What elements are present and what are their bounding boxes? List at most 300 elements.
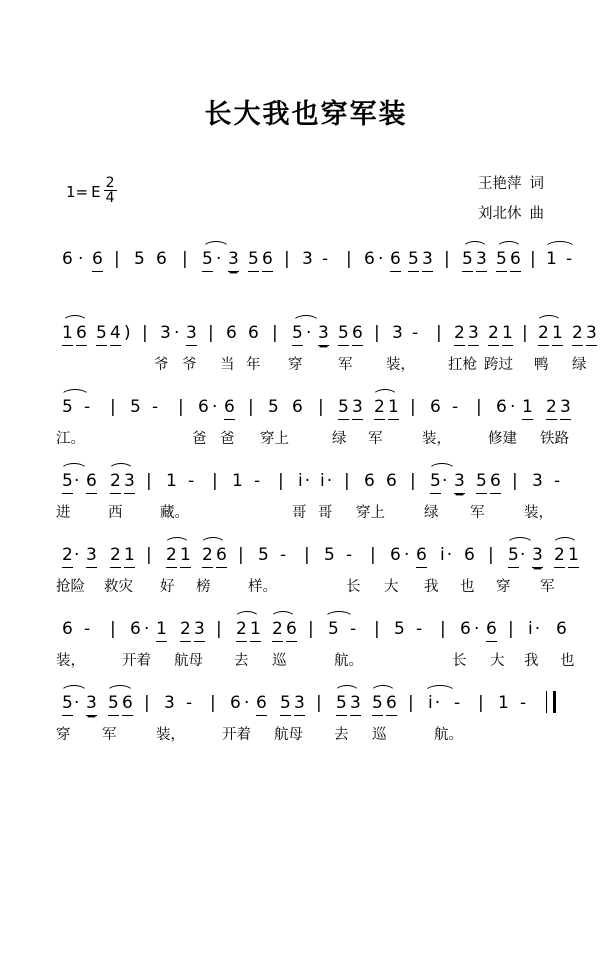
lyric-syllable: 穿 [56, 727, 71, 743]
sustain-dash: - [152, 397, 159, 417]
notation-line-lyrics [56, 279, 556, 305]
notation-staff [56, 239, 597, 757]
note: 5 [62, 397, 73, 417]
lyric-syllable: 修建 [488, 431, 517, 447]
note: 6 [460, 619, 471, 639]
dot: · [442, 471, 448, 491]
notation-line-lyrics [56, 427, 569, 453]
key-label: 1= [66, 182, 89, 201]
note: 2 [166, 545, 177, 568]
lyric-syllable: 绿 [572, 357, 587, 373]
note: 3 [476, 249, 487, 272]
note: 5 [134, 249, 145, 269]
note: 5 [280, 693, 291, 716]
notation-line [56, 387, 571, 461]
lyric-syllable: 大 [384, 579, 399, 595]
note: 5 [336, 693, 347, 716]
lyric-syllable: 爸 [220, 431, 235, 447]
slur [62, 315, 88, 323]
dot: · [474, 619, 480, 639]
sustain-dash: - [566, 249, 573, 269]
note-high: i · [440, 545, 452, 565]
notation-line-notes [56, 683, 556, 723]
barline: | [238, 545, 244, 565]
note: 3 [392, 323, 403, 343]
note: 2 [374, 397, 385, 420]
note: 6 [352, 323, 363, 346]
note: 6 [262, 249, 273, 272]
note: 3 [194, 619, 205, 642]
lyric-syllable: 装， [386, 357, 415, 373]
note: 6 [224, 397, 235, 420]
lyric-syllable: 穿 [288, 357, 303, 373]
slur [108, 463, 134, 471]
notation-line [56, 313, 597, 387]
notation-line-notes [56, 535, 579, 575]
barline: | [316, 693, 322, 713]
note: 3 [532, 545, 543, 568]
lyric-syllable: 军 [368, 431, 383, 447]
page-title: 长大我也穿军装 [204, 99, 408, 130]
note: 6 [286, 619, 297, 642]
notation-line [56, 535, 579, 609]
notation-line [56, 683, 556, 757]
barline: | [144, 693, 150, 713]
lyric-syllable: 去 [234, 653, 249, 669]
barline: | [248, 397, 254, 417]
note: 5 [508, 545, 519, 568]
dot: · [212, 397, 218, 417]
time-signature-denominator: 4 [105, 190, 115, 206]
barline: | [346, 249, 352, 269]
slur [370, 685, 396, 693]
note: 6 [364, 471, 375, 491]
note: 2 [546, 397, 557, 420]
sustain-dash: - [188, 471, 195, 491]
note: 5 [462, 249, 473, 272]
note: 3 [586, 323, 597, 346]
slur [536, 315, 562, 323]
note: 5 [108, 693, 119, 716]
lyric-syllable: 救灾 [104, 579, 133, 595]
lyric-syllable: 也 [560, 653, 575, 669]
note: 6 [490, 471, 501, 494]
slur [462, 241, 488, 249]
sustain-dash: - [254, 471, 261, 491]
note: 5 [496, 249, 507, 272]
note: 6 [62, 249, 73, 269]
slur [202, 241, 230, 249]
barline: | [272, 323, 278, 343]
dot: · [520, 545, 526, 565]
note-high: i · [428, 693, 440, 713]
note: 1 [522, 397, 533, 420]
score-header [0, 169, 612, 239]
barline: | [278, 471, 284, 491]
note: 2 [180, 619, 191, 642]
barline: | [410, 397, 416, 417]
note: 2 [236, 619, 247, 642]
lyric-syllable: 绿 [332, 431, 347, 447]
lyric-syllable: 爷 [154, 357, 169, 373]
barline: | [178, 397, 184, 417]
lyric-syllable: 航。 [334, 653, 363, 669]
lyric-syllable: 榜 [196, 579, 211, 595]
sustain-dash: - [454, 693, 461, 713]
repeat-close-paren: ) [124, 323, 131, 343]
lyric-syllable: 去 [334, 727, 349, 743]
note: 6 [464, 545, 475, 565]
barline: | [318, 397, 324, 417]
lyric-syllable: 穿 [496, 579, 511, 595]
barline: | [182, 249, 188, 269]
slur [428, 463, 456, 471]
note: 3 [160, 323, 171, 343]
note-high: i · [298, 471, 310, 491]
notation-line-lyrics [56, 649, 575, 675]
slur [60, 389, 90, 397]
note: 5 [372, 693, 383, 716]
note: 6 [386, 693, 397, 716]
barline: | [476, 397, 482, 417]
slur [60, 463, 88, 471]
notation-line [56, 461, 561, 535]
note: 1 [250, 619, 261, 642]
slur [60, 685, 88, 693]
final-barline [546, 691, 556, 713]
notation-line-lyrics [56, 723, 556, 749]
notation-line [56, 239, 573, 313]
lyric-syllable: 开着 [222, 727, 251, 743]
notation-line-lyrics [56, 575, 556, 601]
note: 6 [430, 397, 441, 417]
notation-line-notes [56, 461, 561, 501]
lyric-syllable: 巡 [272, 653, 287, 669]
lyric-syllable: 大 [490, 653, 505, 669]
dot: · [144, 619, 150, 639]
notation-line-lyrics [56, 353, 587, 379]
note: 5 [130, 397, 141, 417]
note: 6 [486, 619, 497, 642]
note: 5 [338, 323, 349, 346]
sustain-dash: - [350, 619, 357, 639]
note: 6 [122, 693, 133, 716]
notation-line-notes [56, 609, 567, 649]
lyric-syllable: 西 [108, 505, 123, 521]
note: 6 [386, 471, 397, 491]
barline: | [444, 249, 450, 269]
note: 2 [454, 323, 465, 346]
note: 5 [258, 545, 269, 565]
note: 5 [476, 471, 487, 494]
note: 5 [202, 249, 213, 272]
sustain-dash: - [280, 545, 287, 565]
slur [270, 611, 296, 619]
note: 3 [350, 693, 361, 716]
sustain-dash: - [322, 249, 329, 269]
note: 6 [130, 619, 141, 639]
lyric-syllable: 我 [424, 579, 439, 595]
notation-line-notes [56, 313, 597, 353]
note: 6 [556, 619, 567, 639]
lyric-syllable: 装， [156, 727, 185, 743]
note: 5 [324, 545, 335, 565]
barline: | [440, 619, 446, 639]
note: 6 [292, 397, 303, 417]
slur [292, 315, 320, 323]
note: 6 [510, 249, 521, 272]
note: 5 [96, 323, 107, 346]
note: 6 [256, 693, 267, 716]
lyric-syllable: 哥 [318, 505, 333, 521]
credits [478, 169, 544, 230]
time-signature [104, 176, 117, 205]
note: 2 [110, 545, 121, 568]
note: 6 [496, 397, 507, 417]
slur [544, 241, 576, 249]
lyric-syllable: 军 [102, 727, 117, 743]
lyric-syllable: 装， [422, 431, 451, 447]
notation-line-notes [56, 387, 571, 427]
slur [106, 685, 134, 693]
note: 6 [156, 249, 167, 269]
sustain-dash: - [452, 397, 459, 417]
lyric-syllable: 装， [524, 505, 553, 521]
note: 5 [408, 249, 419, 272]
barline: | [374, 323, 380, 343]
note: 6 [390, 545, 401, 565]
barline: | [142, 323, 148, 343]
dot: · [74, 693, 80, 713]
note: 1 [232, 471, 243, 491]
note: 5 [248, 249, 259, 272]
note-high: i · [320, 471, 332, 491]
note: 6 [86, 471, 97, 494]
note: 3 [186, 323, 197, 346]
barline: | [210, 693, 216, 713]
note: 3 [454, 471, 465, 494]
note: 5 [268, 397, 279, 417]
lyric-syllable: 航母 [274, 727, 303, 743]
sustain-dash: - [412, 323, 419, 343]
lyricist-role: 词 [529, 176, 544, 192]
credit-composer [478, 199, 544, 229]
lyric-syllable: 穿上 [356, 505, 385, 521]
lyric-syllable: 军 [470, 505, 485, 521]
barline: | [284, 249, 290, 269]
lyric-syllable: 穿上 [260, 431, 289, 447]
note: 6 [62, 619, 73, 639]
slur [234, 611, 260, 619]
lyric-syllable: 长 [346, 579, 361, 595]
note: 1 [498, 693, 509, 713]
note-high: i · [528, 619, 540, 639]
note: 2 [488, 323, 499, 346]
dot: · [78, 249, 84, 269]
lyric-syllable: 也 [460, 579, 475, 595]
lyric-syllable: 哥 [292, 505, 307, 521]
note: 1 [388, 397, 399, 420]
lyric-syllable: 爸 [192, 431, 207, 447]
barline: | [308, 619, 314, 639]
lyric-syllable: 巡 [372, 727, 387, 743]
time-signature-numerator: 2 [105, 175, 115, 191]
note: 3 [318, 323, 329, 346]
barline: | [508, 619, 514, 639]
lyric-syllable: 进 [56, 505, 71, 521]
barline: | [512, 471, 518, 491]
lyric-syllable: 军 [540, 579, 555, 595]
note: 6 [226, 323, 237, 343]
note: 2 [538, 323, 549, 346]
note: 6 [92, 249, 103, 272]
barline: | [216, 619, 222, 639]
note: 6 [76, 323, 87, 346]
note: 1 [568, 545, 579, 568]
note: 3 [302, 249, 313, 269]
note: 6 [198, 397, 209, 417]
note: 5 [62, 693, 73, 716]
dot: · [216, 249, 222, 269]
slur [552, 537, 578, 545]
slur [334, 685, 360, 693]
slur [200, 537, 226, 545]
slur [496, 241, 522, 249]
dot: · [510, 397, 516, 417]
note: 2 [202, 545, 213, 568]
lyric-syllable: 装， [56, 653, 85, 669]
note: 6 [230, 693, 241, 713]
barline: | [478, 693, 484, 713]
barline: | [408, 693, 414, 713]
note: 3 [124, 471, 135, 494]
lyric-syllable: 长 [452, 653, 467, 669]
slur [324, 611, 354, 619]
note: 1 [62, 323, 73, 346]
barline: | [344, 471, 350, 491]
slur [372, 389, 398, 397]
barline: | [110, 619, 116, 639]
sustain-dash: - [186, 693, 193, 713]
barline: | [304, 545, 310, 565]
note: 6 [248, 323, 259, 343]
note: 2 [554, 545, 565, 568]
credit-lyricist [478, 169, 544, 199]
note: 3 [86, 693, 97, 716]
dot: · [306, 323, 312, 343]
lyric-syllable: 好 [160, 579, 175, 595]
slur [164, 537, 190, 545]
lyric-syllable: 铁路 [540, 431, 569, 447]
note: 3 [294, 693, 305, 716]
barline: | [208, 323, 214, 343]
barline: | [410, 471, 416, 491]
lyric-syllable: 样。 [248, 579, 277, 595]
barline: | [146, 471, 152, 491]
lyric-syllable: 航母 [174, 653, 203, 669]
lyric-syllable: 抢险 [56, 579, 85, 595]
barline: | [146, 545, 152, 565]
note: 3 [352, 397, 363, 420]
note: 1 [552, 323, 563, 346]
note: 2 [272, 619, 283, 642]
composer-name: 刘北休 [478, 206, 522, 223]
lyric-syllable: 绿 [424, 505, 439, 521]
barline: | [530, 249, 536, 269]
sustain-dash: - [346, 545, 353, 565]
note: 5 [430, 471, 441, 494]
lyric-syllable: 藏。 [160, 505, 189, 521]
note: 6 [390, 249, 401, 272]
lyric-syllable: 航。 [434, 727, 463, 743]
note: 5 [62, 471, 73, 494]
dot: · [404, 545, 410, 565]
slur [424, 685, 456, 693]
lyric-syllable: 爷 [182, 357, 197, 373]
dot: · [244, 693, 250, 713]
barline: | [370, 545, 376, 565]
barline: | [374, 619, 380, 639]
sheet-music-page [0, 92, 612, 979]
notation-line [56, 609, 575, 683]
lyricist-name: 王艳萍 [478, 176, 522, 192]
barline: | [212, 471, 218, 491]
lyric-syllable: 跨过 [484, 357, 513, 373]
dot: · [74, 471, 80, 491]
sustain-dash: - [84, 619, 91, 639]
sustain-dash: - [84, 397, 91, 417]
note: 5 [394, 619, 405, 639]
note: 5 [328, 619, 339, 639]
lyric-syllable: 江。 [56, 431, 85, 447]
note: 3 [468, 323, 479, 346]
sustain-dash: - [554, 471, 561, 491]
notation-line-notes [56, 239, 573, 279]
sustain-dash: - [416, 619, 423, 639]
lyric-syllable: 年 [246, 357, 261, 373]
key-value: E [91, 182, 101, 201]
lyric-syllable: 我 [524, 653, 539, 669]
note: 1 [502, 323, 513, 346]
sustain-dash: - [520, 693, 527, 713]
note: 1 [166, 471, 177, 491]
note: 4 [110, 323, 121, 346]
barline: | [114, 249, 120, 269]
lyric-syllable: 开着 [122, 653, 151, 669]
note: 1 [124, 545, 135, 568]
lyric-syllable: 军 [338, 357, 353, 373]
barline: | [488, 545, 494, 565]
note: 3 [228, 249, 239, 272]
note: 5 [338, 397, 349, 420]
notation-line-lyrics [56, 501, 556, 527]
key-and-time-signature [66, 177, 117, 206]
dot: · [174, 323, 180, 343]
note: 1 [180, 545, 191, 568]
note: 6 [216, 545, 227, 568]
note: 3 [86, 545, 97, 568]
note: 3 [422, 249, 433, 272]
barline: | [522, 323, 528, 343]
lyric-syllable: 扛枪 [448, 357, 477, 373]
dot: · [74, 545, 80, 565]
note: 5 [292, 323, 303, 346]
note: 3 [164, 693, 175, 713]
note: 3 [532, 471, 543, 491]
lyric-syllable: 当 [220, 357, 235, 373]
note: 2 [572, 323, 583, 346]
note: 1 [546, 249, 557, 269]
